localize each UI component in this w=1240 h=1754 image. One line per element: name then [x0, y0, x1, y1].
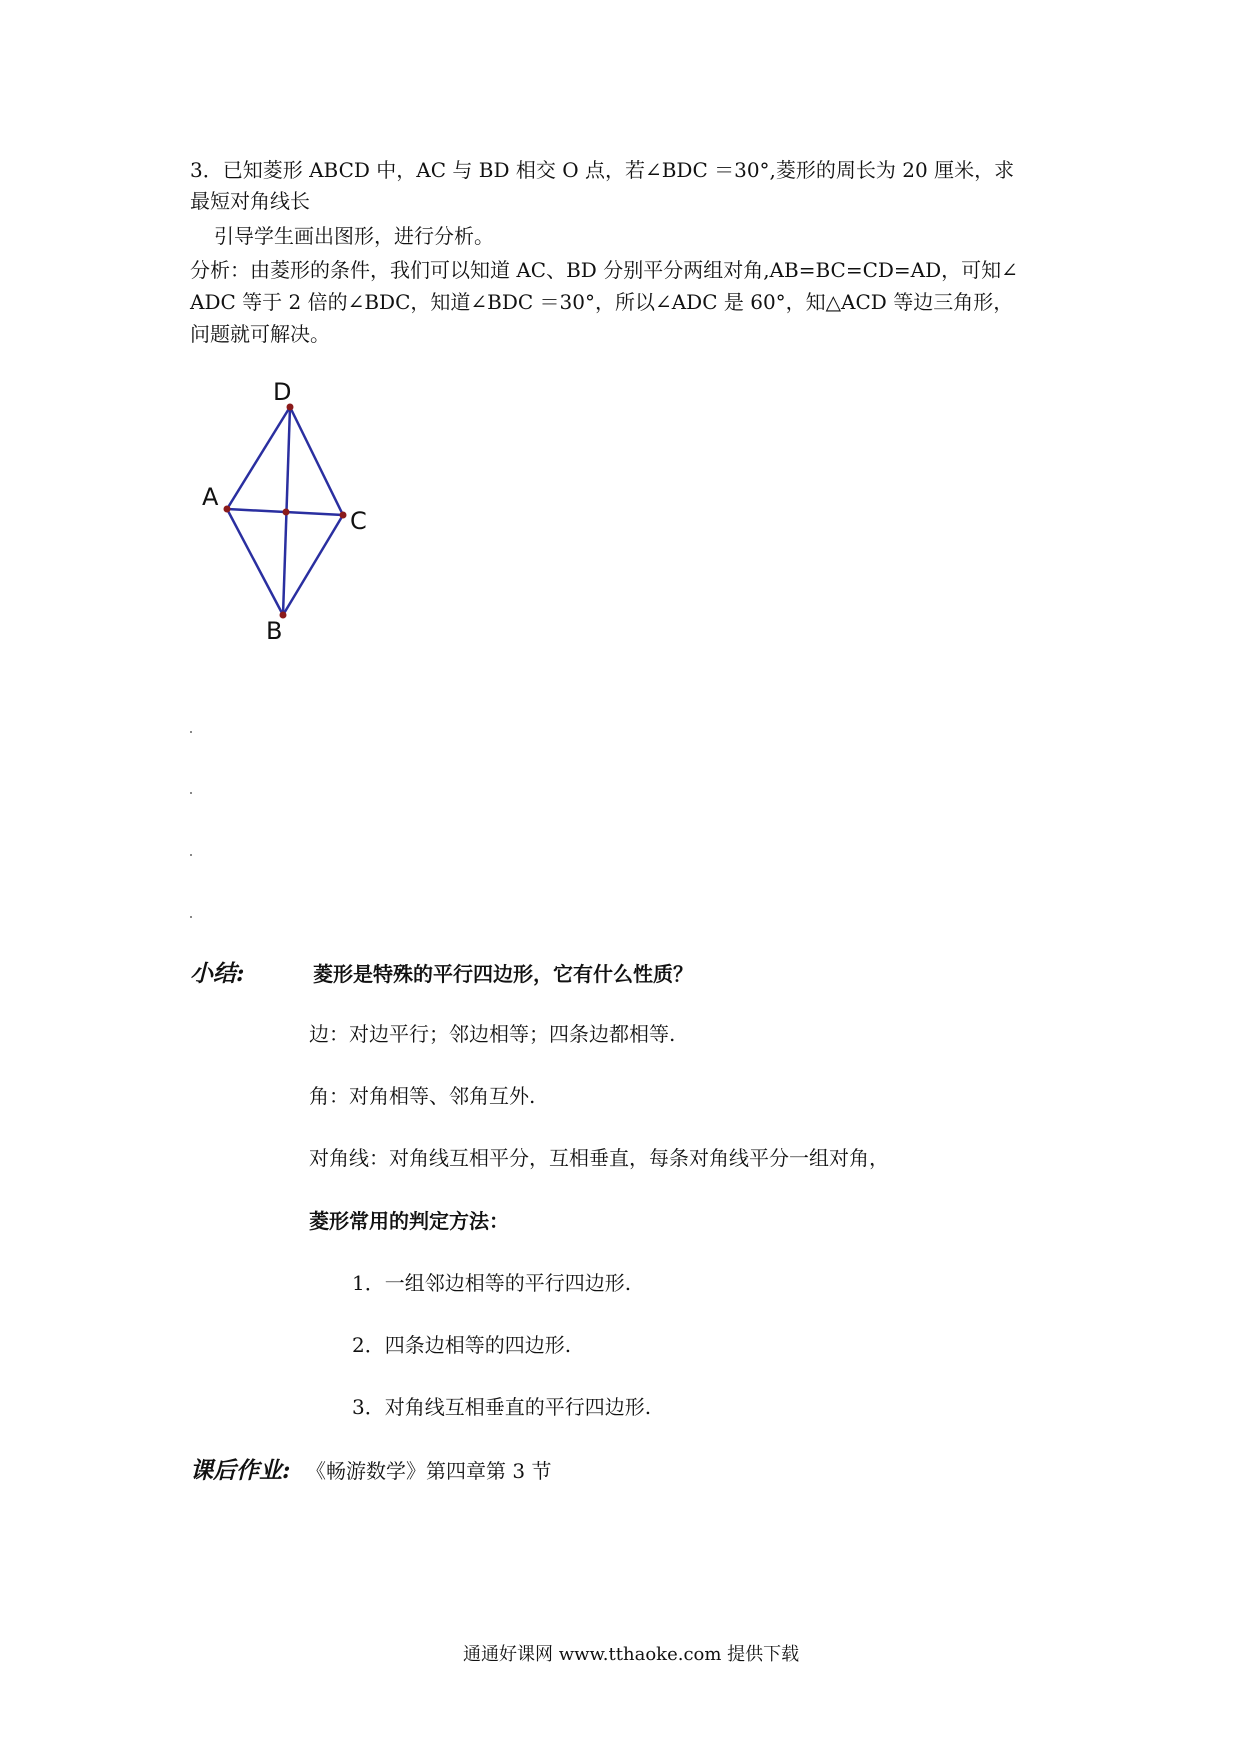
- label-c: C: [350, 507, 367, 535]
- point-a: [224, 506, 231, 513]
- property-sides: 边：对边平行；邻边相等；四条边都相等.: [309, 1022, 676, 1046]
- problem-line-2: 最短对角线长: [190, 189, 310, 213]
- label-a: A: [202, 483, 219, 511]
- method-item-3: 3．对角线互相垂直的平行四边形.: [352, 1395, 652, 1419]
- scan-dot: [190, 731, 192, 733]
- analysis-line-3: 问题就可解决。: [190, 322, 330, 346]
- side-da: [227, 407, 290, 509]
- analysis-line-2: ADC 等于 2 倍的∠BDC，知道∠BDC ＝30°，所以∠ADC 是 60°，知△ACD 等边三角形，: [190, 290, 1014, 314]
- label-b: B: [266, 617, 283, 645]
- method-item-2: 2．四条边相等的四边形.: [352, 1333, 572, 1357]
- scan-dot: [190, 854, 192, 856]
- point-o: [283, 509, 290, 516]
- rhombus-figure: [190, 370, 390, 650]
- methods-title: 菱形常用的判定方法：: [309, 1209, 509, 1233]
- property-diagonals: 对角线：对角线互相平分，互相垂直，每条对角线平分一组对角，: [309, 1146, 889, 1170]
- scan-dot: [190, 916, 192, 918]
- problem-line-1: 3．已知菱形 ABCD 中，AC 与 BD 相交 O 点，若∠BDC ＝30°,菱形的周长为 20 厘米，求: [190, 158, 1015, 182]
- summary-label: 小结:: [190, 960, 245, 987]
- page-footer: 通通好课网 www.tthaoke.com 提供下载: [463, 1644, 800, 1665]
- point-c: [340, 512, 347, 519]
- guide-text: 引导学生画出图形，进行分析。: [214, 224, 494, 248]
- method-item-1: 1．一组邻边相等的平行四边形.: [352, 1271, 632, 1295]
- homework-label: 课后作业:: [190, 1457, 291, 1484]
- homework-text: 《畅游数学》第四章第 3 节: [306, 1459, 552, 1483]
- summary-question: 菱形是特殊的平行四边形，它有什么性质？: [313, 962, 693, 986]
- scan-dot: [190, 792, 192, 794]
- side-ab: [227, 509, 283, 615]
- analysis-line-1: 分析：由菱形的条件，我们可以知道 AC、BD 分别平分两组对角,AB=BC=CD=AD，可知∠: [190, 258, 1018, 282]
- side-dc: [290, 407, 343, 515]
- label-d: D: [273, 378, 292, 406]
- side-cb: [283, 515, 343, 615]
- property-angles: 角：对角相等、邻角互外.: [309, 1084, 536, 1108]
